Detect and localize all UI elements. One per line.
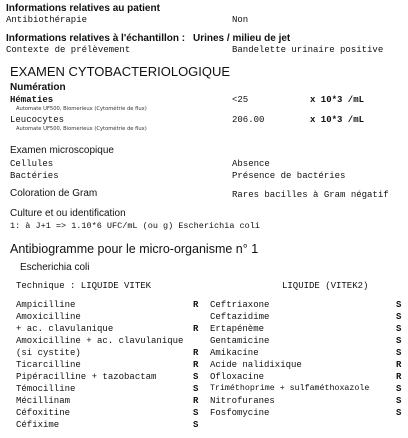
antibiotic-result: R [193, 360, 199, 370]
antibiotic-row [16, 312, 81, 322]
exam-title: EXAMEN CYTOBACTERIOLOGIQUE [10, 64, 231, 79]
antibiotic-name: Ofloxacine [210, 372, 265, 382]
sample-info-heading: Informations relatives à l'échantillon : [6, 33, 186, 44]
antibiotic-name: Amoxicilline + ac. clavulanique [16, 336, 184, 346]
gram-label: Coloration de Gram [10, 188, 98, 199]
antibiotic-name: Triméthoprime + sulfaméthoxazole [210, 384, 370, 393]
antibiotic-result: S [396, 312, 402, 322]
antibiotic-row [16, 420, 59, 430]
leucocytes-unit: x 10*3 /mL [310, 115, 365, 125]
antibiotic-result: R [193, 348, 199, 358]
culture-result: 1: à J+1 => 1.10*6 UFC/mL (ou g) Escherichia coli [10, 221, 260, 231]
antibiotic-row [16, 336, 183, 346]
antibiotic-result: S [193, 372, 199, 382]
antibiotic-name: Céfixime [16, 420, 60, 430]
antibiotic-name: Ertapénème [210, 324, 265, 334]
antibiotic-name: Amikacine [210, 348, 259, 358]
antibiotic-row [210, 360, 302, 370]
antibiotherapie-value: Non [232, 15, 249, 25]
prelevement-value: Bandelette urinaire positive [232, 45, 384, 55]
technique-left: Technique : LIQUIDE VITEK [16, 281, 152, 291]
antibiotic-name: Ampicilline [16, 300, 76, 310]
antibiotic-row [16, 372, 156, 382]
organism-name: Escherichia coli [20, 262, 90, 273]
antibiotic-name: Acide nalidixique [210, 360, 302, 370]
antibiotic-name: Gentamicine [210, 336, 270, 346]
antibiotic-result: S [396, 348, 402, 358]
antibiotic-name: Ticarcilline [16, 360, 81, 370]
antibiotic-name: Mécillinam [16, 396, 71, 406]
microscopy-heading: Examen microscopique [10, 145, 114, 156]
antibiotic-row [16, 300, 75, 310]
antibiotic-result: R [396, 372, 402, 382]
technique-right: LIQUIDE (VITEK2) [282, 281, 369, 291]
cellules-value: Absence [232, 159, 270, 169]
antibiotic-result: S [396, 384, 402, 394]
antibiotic-result: S [396, 324, 402, 334]
antibiotic-name: Nitrofuranes [210, 396, 275, 406]
hematies-unit: x 10*3 /mL [310, 95, 365, 105]
antibiotic-row [210, 408, 269, 418]
antibiotic-row [210, 348, 259, 358]
antibiotic-row [210, 336, 269, 346]
antibiotic-name: Pipéracilline + tazobactam [16, 372, 157, 382]
antibiotic-row [210, 384, 369, 393]
antibiotic-row [16, 348, 81, 358]
antibiotic-row [210, 312, 269, 322]
antibiotic-name: Témocilline [16, 384, 76, 394]
antibiotic-result: S [396, 396, 402, 406]
antibiotic-name: Céfoxitine [16, 408, 71, 418]
antibiotic-name: Amoxicilline [16, 312, 81, 322]
bacteries-value: Présence de bactéries [232, 171, 346, 181]
antibiotic-name: Fosfomycine [210, 408, 270, 418]
antibiotic-result: S [396, 408, 402, 418]
antibiotic-result: R [193, 324, 199, 334]
antibiotic-result: R [193, 396, 199, 406]
antibiotic-name: (si cystite) [16, 348, 81, 358]
antibiotic-row [16, 384, 75, 394]
antibiotic-result: R [396, 360, 402, 370]
antibiotic-row [210, 396, 275, 406]
sample-type: Urines / milieu de jet [193, 33, 291, 44]
hematies-value: <25 [232, 95, 249, 105]
antibiotherapie-label: Antibiothérapie [6, 15, 88, 25]
antibiotic-result: S [193, 408, 199, 418]
antibiotic-name: Ceftazidime [210, 312, 270, 322]
antibiogram-title: Antibiogramme pour le micro-organisme n° 1 [10, 242, 259, 256]
leucocytes-method: Automate UF500, Biomerieux (Cytométrie de flux) [16, 126, 147, 132]
antibiotic-result: S [193, 384, 199, 394]
leucocytes-label: Leucocytes [10, 115, 65, 125]
antibiotic-row [16, 396, 70, 406]
hematies-method: Automate UF500, Biomerieux (Cytométrie de flux) [16, 106, 147, 112]
hematies-label: Hématies [10, 95, 54, 105]
patient-info-heading: Informations relatives au patient [6, 3, 160, 14]
antibiotic-row [210, 372, 264, 382]
leucocytes-value: 206.00 [232, 115, 265, 125]
antibiotic-result: S [193, 420, 199, 430]
antibiotic-name: + ac. clavulanique [16, 324, 114, 334]
prelevement-label: Contexte de prélèvement [6, 45, 131, 55]
culture-heading: Culture et ou identification [10, 208, 126, 219]
antibiotic-row [16, 324, 113, 334]
antibiotic-row [210, 324, 264, 334]
antibiotic-name: Ceftriaxone [210, 300, 270, 310]
bacteries-label: Bactéries [10, 171, 59, 181]
antibiotic-result: S [396, 300, 402, 310]
cellules-label: Cellules [10, 159, 54, 169]
gram-value: Rares bacilles à Gram négatif [232, 190, 389, 200]
numeration-heading: Numération [10, 82, 66, 93]
antibiotic-result: R [193, 300, 199, 310]
antibiotic-result: S [396, 336, 402, 346]
antibiotic-row [16, 408, 70, 418]
antibiotic-row [210, 300, 269, 310]
antibiotic-row [16, 360, 81, 370]
